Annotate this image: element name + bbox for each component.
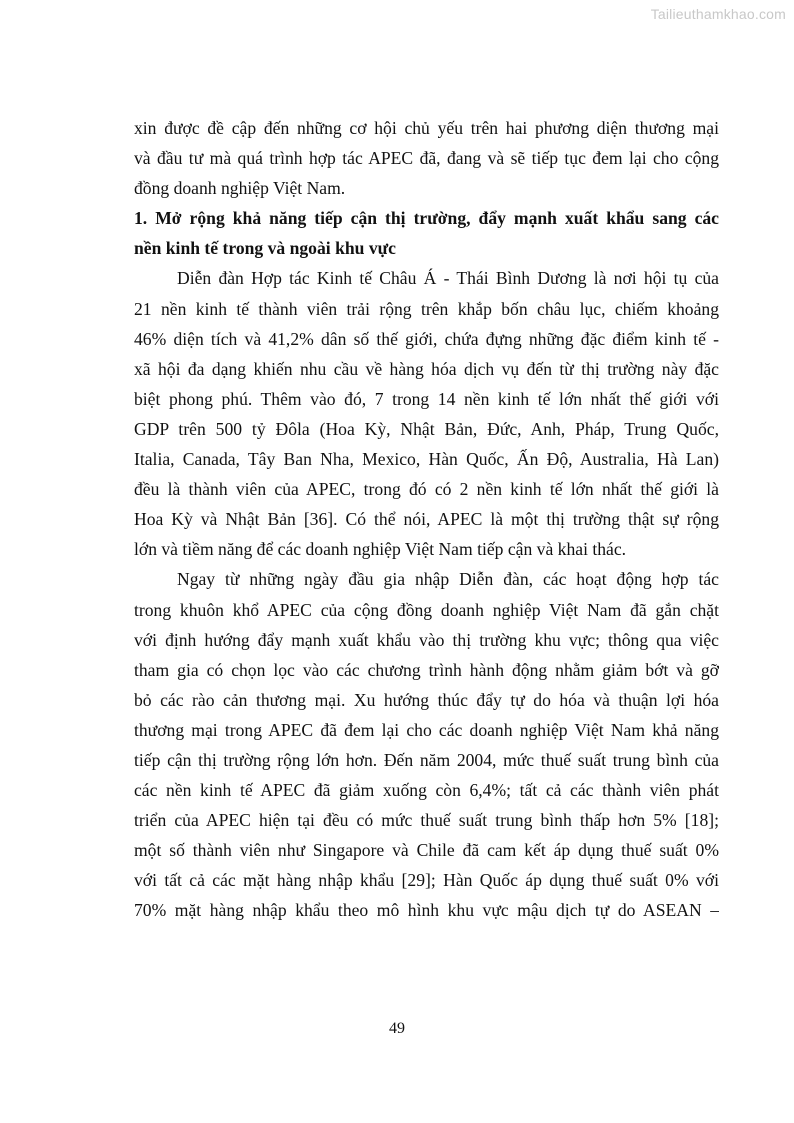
- text-line: trong khuôn khổ APEC của cộng đồng doanh nghiệp Việt Nam đã gắn chặt: [134, 599, 719, 620]
- text-line: và đầu tư mà quá trình hợp tác APEC đã, đang và sẽ tiếp tục đem lại cho cộng: [134, 148, 719, 169]
- text-line: triển của APEC hiện tại đều có mức thuế suất trung bình thấp hơn 5% [18];: [134, 810, 719, 831]
- text-line: tham gia có chọn lọc vào các chương trình hành động nhằm giảm bớt và gỡ: [134, 659, 719, 680]
- text-line: bỏ các rào cản thương mại. Xu hướng thúc đẩy tự do hóa và thuận lợi hóa: [134, 689, 719, 710]
- text-line: tiếp cận thị trường rộng lớn hơn. Đến năm 2004, mức thuế suất trung bình của: [134, 749, 719, 770]
- text-line: một số thành viên như Singapore và Chile đã cam kết áp dụng thuế suất 0%: [134, 840, 719, 861]
- heading-line: 1. Mở rộng khả năng tiếp cận thị trường, đẩy mạnh xuất khẩu sang các: [134, 208, 719, 229]
- text-line: Diễn đàn Hợp tác Kinh tế Châu Á - Thái Bình Dương là nơi hội tụ của: [177, 268, 719, 289]
- paragraph-2: [134, 564, 719, 925]
- text-line: 21 nền kinh tế thành viên trải rộng trên khắp bốn châu lục, chiếm khoảng: [134, 298, 719, 319]
- text-line: thương mại trong APEC đã đem lại cho các doanh nghiệp Việt Nam khả năng: [134, 719, 719, 740]
- text-line: đều là thành viên của APEC, trong đó có 2 nền kinh tế lớn nhất thế giới là: [134, 479, 719, 500]
- watermark: Tailieuthamkhao.com: [650, 6, 786, 22]
- section-heading: [134, 203, 719, 263]
- text-line: 46% diện tích và 41,2% dân số thế giới, chứa đựng những đặc điểm kinh tế -: [134, 328, 719, 349]
- text-line: đồng doanh nghiệp Việt Nam.: [134, 178, 346, 199]
- text-line: với tất cả các mặt hàng nhập khẩu [29]; Hàn Quốc áp dụng thuế suất 0% với: [134, 870, 719, 891]
- text-line: các nền kinh tế APEC đã giảm xuống còn 6,4%; tất cả các thành viên phát: [134, 780, 719, 801]
- text-line: với định hướng đẩy mạnh xuất khẩu vào thị trường khu vực; thông qua việc: [134, 629, 719, 650]
- text-line: Hoa Kỳ và Nhật Bản [36]. Có thể nói, APEC là một thị trường thật sự rộng: [134, 509, 719, 530]
- text-line: xin được đề cập đến những cơ hội chủ yếu trên hai phương diện thương mại: [134, 118, 719, 138]
- text-line: GDP trên 500 tỷ Đôla (Hoa Kỳ, Nhật Bản, Đức, Anh, Pháp, Trung Quốc,: [134, 418, 719, 439]
- document-body: [134, 113, 719, 926]
- paragraph-1: [134, 263, 719, 564]
- page-number: 49: [389, 1020, 405, 1037]
- text-line: Italia, Canada, Tây Ban Nha, Mexico, Hàn Quốc, Ấn Độ, Australia, Hà Lan): [134, 449, 719, 470]
- heading-line: nền kinh tế trong và ngoài khu vực: [134, 238, 396, 259]
- text-line: Ngay từ những ngày đầu gia nhập Diễn đàn, các hoạt động hợp tác: [177, 569, 719, 590]
- intro-paragraph: [134, 113, 719, 203]
- text-line: biệt phong phú. Thêm vào đó, 7 trong 14 nền kinh tế lớn nhất thế giới với: [134, 388, 719, 409]
- text-line: xã hội đa dạng khiến nhu cầu về hàng hóa dịch vụ đến từ thị trường này đặc: [134, 358, 719, 379]
- text-line: 70% mặt hàng nhập khẩu theo mô hình khu vực mậu dịch tự do ASEAN –: [134, 900, 719, 921]
- text-line: lớn và tiềm năng để các doanh nghiệp Việt Nam tiếp cận và khai thác.: [134, 539, 627, 560]
